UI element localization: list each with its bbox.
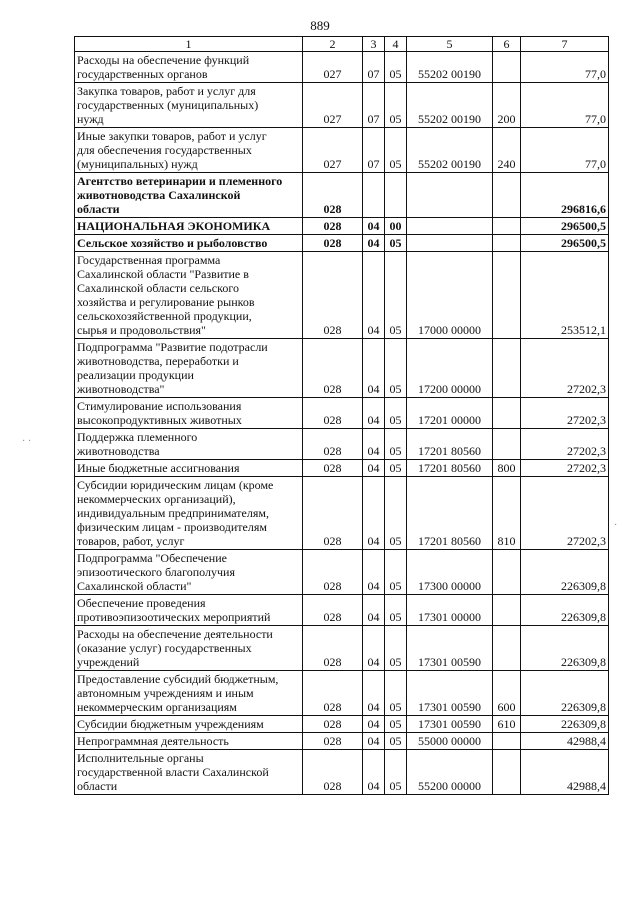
table-row	[75, 52, 609, 83]
cell-expense-type: 610	[493, 716, 521, 733]
cell-subsection: 05	[385, 626, 407, 671]
cell-name: Иные закупки товаров, работ и услуг для обеспечения государственных (муниципальных) нужд	[75, 128, 303, 173]
header-col-2: 2	[303, 37, 363, 52]
cell-ministry-code: 027	[303, 52, 363, 83]
cell-ministry-code: 028	[303, 550, 363, 595]
cell-expense-type: 800	[493, 460, 521, 477]
cell-name: Расходы на обеспечение функций государственных органов	[75, 52, 303, 83]
table-row	[75, 429, 609, 460]
cell-target-article: 17000 00000	[407, 252, 493, 339]
cell-name: Расходы на обеспечение деятельности (оказание услуг) государственных учреждений	[75, 626, 303, 671]
cell-expense-type	[493, 173, 521, 218]
cell-name: Непрограммная деятельность	[75, 733, 303, 750]
cell-ministry-code: 028	[303, 733, 363, 750]
cell-amount: 42988,4	[521, 750, 609, 795]
cell-ministry-code: 027	[303, 83, 363, 128]
table-row	[75, 477, 609, 550]
cell-section: 04	[363, 626, 385, 671]
cell-name: Обеспечение проведения противоэпизоотических мероприятий	[75, 595, 303, 626]
cell-ministry-code: 028	[303, 173, 363, 218]
cell-target-article: 17201 00000	[407, 398, 493, 429]
cell-target-article	[407, 173, 493, 218]
cell-expense-type	[493, 429, 521, 460]
cell-subsection: 05	[385, 398, 407, 429]
cell-subsection	[385, 173, 407, 218]
cell-section: 04	[363, 460, 385, 477]
cell-section: 07	[363, 83, 385, 128]
cell-amount: 226309,8	[521, 671, 609, 716]
cell-subsection: 05	[385, 460, 407, 477]
cell-subsection: 05	[385, 52, 407, 83]
cell-section: 04	[363, 429, 385, 460]
cell-target-article: 55202 00190	[407, 128, 493, 173]
cell-section: 04	[363, 339, 385, 398]
header-col-6: 6	[493, 37, 521, 52]
cell-ministry-code: 028	[303, 671, 363, 716]
header-col-7: 7	[521, 37, 609, 52]
cell-section: 04	[363, 671, 385, 716]
cell-target-article: 55000 00000	[407, 733, 493, 750]
cell-expense-type: 200	[493, 83, 521, 128]
table-row	[75, 671, 609, 716]
header-col-5: 5	[407, 37, 493, 52]
cell-expense-type: 810	[493, 477, 521, 550]
table-row	[75, 733, 609, 750]
cell-amount: 253512,1	[521, 252, 609, 339]
table-row	[75, 550, 609, 595]
cell-name: Подпрограмма "Развитие подотрасли животноводства, переработки и реализации продукции животноводства"	[75, 339, 303, 398]
cell-ministry-code: 028	[303, 716, 363, 733]
cell-section: 04	[363, 716, 385, 733]
cell-section: 04	[363, 235, 385, 252]
table-row	[75, 460, 609, 477]
cell-ministry-code: 028	[303, 218, 363, 235]
cell-expense-type	[493, 52, 521, 83]
cell-name: Стимулирование использования высокопродуктивных животных	[75, 398, 303, 429]
cell-expense-type	[493, 550, 521, 595]
cell-subsection: 05	[385, 252, 407, 339]
cell-target-article: 17301 00000	[407, 595, 493, 626]
cell-target-article: 55202 00190	[407, 83, 493, 128]
scan-speck: ·	[614, 520, 618, 531]
cell-section: 04	[363, 550, 385, 595]
cell-section: 04	[363, 218, 385, 235]
cell-amount: 77,0	[521, 83, 609, 128]
cell-target-article: 55200 00000	[407, 750, 493, 795]
table-row	[75, 716, 609, 733]
cell-amount: 296500,5	[521, 218, 609, 235]
cell-amount: 226309,8	[521, 626, 609, 671]
cell-target-article: 17201 80560	[407, 460, 493, 477]
cell-name: Иные бюджетные ассигнования	[75, 460, 303, 477]
cell-expense-type	[493, 252, 521, 339]
cell-amount: 226309,8	[521, 595, 609, 626]
cell-expense-type	[493, 750, 521, 795]
cell-expense-type	[493, 733, 521, 750]
cell-amount: 27202,3	[521, 339, 609, 398]
cell-subsection: 05	[385, 83, 407, 128]
cell-ministry-code: 028	[303, 429, 363, 460]
cell-ministry-code: 028	[303, 398, 363, 429]
cell-amount: 27202,3	[521, 460, 609, 477]
cell-name: Субсидии юридическим лицам (кроме некоммерческих организаций), индивидуальным предпринимателям, физическим лицам - производителям товаров, работ, услуг	[75, 477, 303, 550]
cell-target-article: 55202 00190	[407, 52, 493, 83]
cell-amount: 27202,3	[521, 477, 609, 550]
cell-section: 07	[363, 128, 385, 173]
page-number: 889	[310, 18, 330, 33]
table-row	[75, 339, 609, 398]
table-row	[75, 252, 609, 339]
cell-section: 04	[363, 252, 385, 339]
cell-expense-type	[493, 626, 521, 671]
cell-section: 04	[363, 595, 385, 626]
cell-name: Исполнительные органы государственной власти Сахалинской области	[75, 750, 303, 795]
cell-amount: 226309,8	[521, 716, 609, 733]
table-row	[75, 750, 609, 795]
cell-expense-type	[493, 339, 521, 398]
table-row	[75, 595, 609, 626]
cell-subsection: 05	[385, 595, 407, 626]
cell-section: 04	[363, 750, 385, 795]
cell-ministry-code: 028	[303, 595, 363, 626]
cell-expense-type	[493, 595, 521, 626]
cell-name: Агентство ветеринарии и племенного животноводства Сахалинской области	[75, 173, 303, 218]
cell-amount: 296816,6	[521, 173, 609, 218]
cell-target-article: 17301 00590	[407, 626, 493, 671]
cell-subsection: 05	[385, 477, 407, 550]
cell-section: 07	[363, 52, 385, 83]
budget-table	[74, 36, 609, 795]
table-row	[75, 83, 609, 128]
table-row	[75, 173, 609, 218]
table-row	[75, 398, 609, 429]
cell-target-article	[407, 235, 493, 252]
cell-name: Подпрограмма "Обеспечение эпизоотического благополучия Сахалинской области"	[75, 550, 303, 595]
scan-speck: · ·	[22, 436, 32, 447]
cell-subsection: 05	[385, 716, 407, 733]
cell-section: 04	[363, 477, 385, 550]
cell-section	[363, 173, 385, 218]
cell-subsection: 05	[385, 550, 407, 595]
table-body	[75, 52, 609, 795]
cell-subsection: 00	[385, 218, 407, 235]
header-col-3: 3	[363, 37, 385, 52]
cell-subsection: 05	[385, 429, 407, 460]
cell-ministry-code: 028	[303, 252, 363, 339]
cell-target-article: 17301 00590	[407, 716, 493, 733]
cell-subsection: 05	[385, 750, 407, 795]
cell-ministry-code: 028	[303, 626, 363, 671]
cell-name: Сельское хозяйство и рыболовство	[75, 235, 303, 252]
cell-amount: 27202,3	[521, 398, 609, 429]
table-row	[75, 235, 609, 252]
cell-target-article: 17201 80560	[407, 429, 493, 460]
cell-expense-type: 240	[493, 128, 521, 173]
cell-ministry-code: 028	[303, 235, 363, 252]
cell-name: Поддержка племенного животноводства	[75, 429, 303, 460]
header-col-1: 1	[75, 37, 303, 52]
cell-name: Государственная программа Сахалинской области "Развитие в Сахалинской области сельского хозяйства и регулирование рынков сельскохозяйственной продукции, сырья и продовольствия"	[75, 252, 303, 339]
cell-target-article	[407, 218, 493, 235]
cell-amount: 27202,3	[521, 429, 609, 460]
cell-expense-type	[493, 398, 521, 429]
cell-subsection: 05	[385, 339, 407, 398]
cell-name: НАЦИОНАЛЬНАЯ ЭКОНОМИКА	[75, 218, 303, 235]
cell-target-article: 17200 00000	[407, 339, 493, 398]
cell-expense-type	[493, 218, 521, 235]
cell-amount: 226309,8	[521, 550, 609, 595]
cell-section: 04	[363, 398, 385, 429]
table-row	[75, 626, 609, 671]
cell-name: Субсидии бюджетным учреждениям	[75, 716, 303, 733]
cell-name: Предоставление субсидий бюджетным, автономным учреждениям и иным некоммерческим организациям	[75, 671, 303, 716]
cell-ministry-code: 028	[303, 750, 363, 795]
table-row	[75, 218, 609, 235]
cell-amount: 77,0	[521, 128, 609, 173]
cell-ministry-code: 027	[303, 128, 363, 173]
cell-expense-type	[493, 235, 521, 252]
cell-target-article: 17300 00000	[407, 550, 493, 595]
cell-amount: 77,0	[521, 52, 609, 83]
cell-target-article: 17201 80560	[407, 477, 493, 550]
cell-amount: 296500,5	[521, 235, 609, 252]
cell-ministry-code: 028	[303, 339, 363, 398]
cell-subsection: 05	[385, 671, 407, 716]
cell-ministry-code: 028	[303, 460, 363, 477]
cell-amount: 42988,4	[521, 733, 609, 750]
cell-subsection: 05	[385, 128, 407, 173]
cell-subsection: 05	[385, 235, 407, 252]
header-row	[75, 37, 609, 52]
cell-target-article: 17301 00590	[407, 671, 493, 716]
table-row	[75, 128, 609, 173]
cell-section: 04	[363, 733, 385, 750]
cell-ministry-code: 028	[303, 477, 363, 550]
cell-subsection: 05	[385, 733, 407, 750]
cell-expense-type: 600	[493, 671, 521, 716]
header-col-4: 4	[385, 37, 407, 52]
cell-name: Закупка товаров, работ и услуг для государственных (муниципальных) нужд	[75, 83, 303, 128]
